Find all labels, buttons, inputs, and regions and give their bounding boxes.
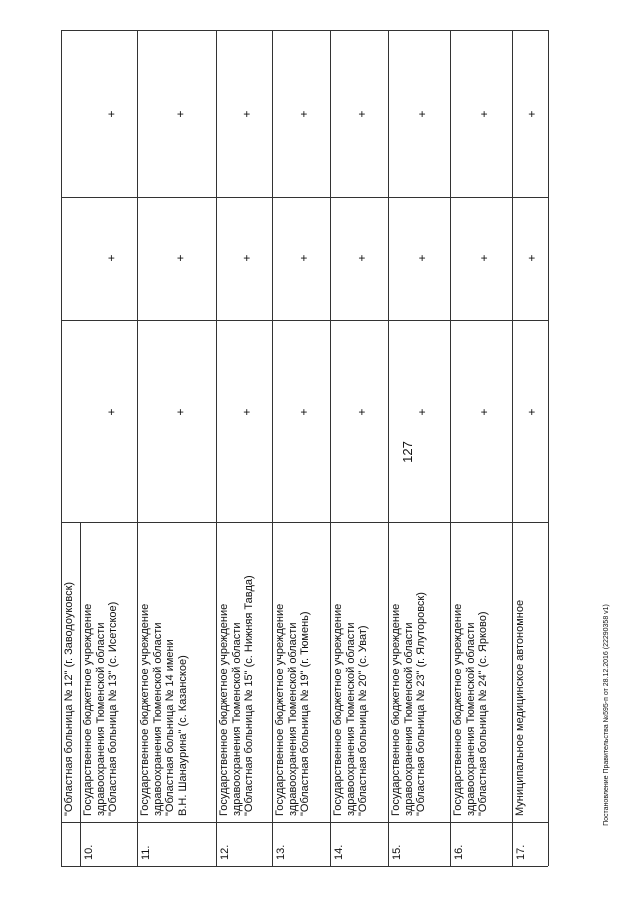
plus-mark: + [243,251,251,265]
organization-name-line: здравоохранения Тюменской области [344,622,357,816]
organization-name-line: Государственное бюджетное учреждение [452,603,464,816]
plus-mark: + [528,107,536,121]
plus-mark: + [358,107,366,121]
plus-mark: + [358,251,366,265]
row-number: 10. [83,844,95,860]
plus-mark: + [480,251,488,265]
continuation-text [61,524,80,820]
row-number: 11. [140,845,152,860]
organization-name-line: В.Н. Шанаурина" (с. Казанское) [176,655,189,816]
organization-name-line: "Областная больница № 24" (с. Ярково) [477,611,490,816]
footer-note: Постановление Правительства №595-п от 28.12.2016 (22290358 v1) [603,604,610,826]
plus-mark: + [176,251,184,265]
plus-mark: + [418,251,426,265]
organization-name-line: "Областная больница № 20" (с. Уват) [357,625,370,816]
plus-mark: + [300,405,308,419]
row-organization-name [330,524,388,820]
plus-mark: + [418,405,426,419]
plus-mark: + [480,405,488,419]
row-number: 15. [391,844,403,860]
plus-mark: + [176,107,184,121]
row-number: 13. [275,844,287,860]
organization-name-line: Государственное бюджетное учреждение [332,603,344,816]
organization-name-line: здравоохранения Тюменской области [151,622,164,816]
organization-name-line: Государственное бюджетное учреждение [390,603,402,816]
organization-name-line: здравоохранения Тюменской области [464,622,477,816]
organization-name-line: Государственное бюджетное учреждение [274,603,286,816]
row-organization-name [216,524,272,820]
table-column-border [61,197,548,198]
row-organization-name [272,524,330,820]
table-column-border [61,30,548,31]
table-row-border [548,30,549,866]
plus-mark: + [107,405,115,419]
plus-mark: + [528,405,536,419]
organization-name-line: здравоохранения Тюменской области [94,622,107,816]
row-organization-name [388,524,450,820]
organization-name-line: "Областная больница № 19" (г. Тюмень) [299,611,312,816]
plus-mark: + [528,251,536,265]
plus-mark: + [358,405,366,419]
organization-name-line: здравоохранения Тюменской области [402,622,415,816]
organization-name-line: Государственное бюджетное учреждение [82,603,94,816]
organization-name-line: Государственное бюджетное учреждение [218,603,230,816]
organization-name-line: Государственное бюджетное учреждение [139,603,151,816]
organization-name-line: здравоохранения Тюменской области [286,622,299,816]
row-number: 14. [333,844,345,860]
plus-mark: + [107,107,115,121]
plus-mark: + [243,405,251,419]
plus-mark: + [418,107,426,121]
continuation-line: "Областная больница № 12" (г. Заводоуковск) [63,581,75,816]
row-organization-name [137,524,216,820]
plus-mark: + [107,251,115,265]
plus-mark: + [480,107,488,121]
table-column-border [61,822,548,823]
organization-name-line: "Областная больница № 15" (с. Нижняя Тавда) [243,575,256,816]
plus-mark: + [300,251,308,265]
row-organization-name [450,524,512,820]
organization-name-line: "Областная больница № 13" (с. Исетское) [107,601,120,816]
organization-name-line: Муниципальное медицинское автономное [514,599,526,816]
table-column-border [61,522,548,523]
table-column-border [61,320,548,321]
row-number: 16. [453,844,465,860]
plus-mark: + [243,107,251,121]
plus-mark: + [176,405,184,419]
organization-name-line: "Областная больница № 14 имени [164,639,177,816]
row-organization-name [80,524,137,820]
row-number: 17. [515,844,527,860]
row-number: 12. [219,844,231,860]
row-organization-name [512,524,548,820]
organization-name-line: здравоохранения Тюменской области [230,622,243,816]
plus-mark: + [300,107,308,121]
organization-name-line: "Областная больница № 23" (г. Ялуторовск) [415,592,428,816]
page-number: 127 [400,441,415,463]
table-column-border [61,866,548,867]
